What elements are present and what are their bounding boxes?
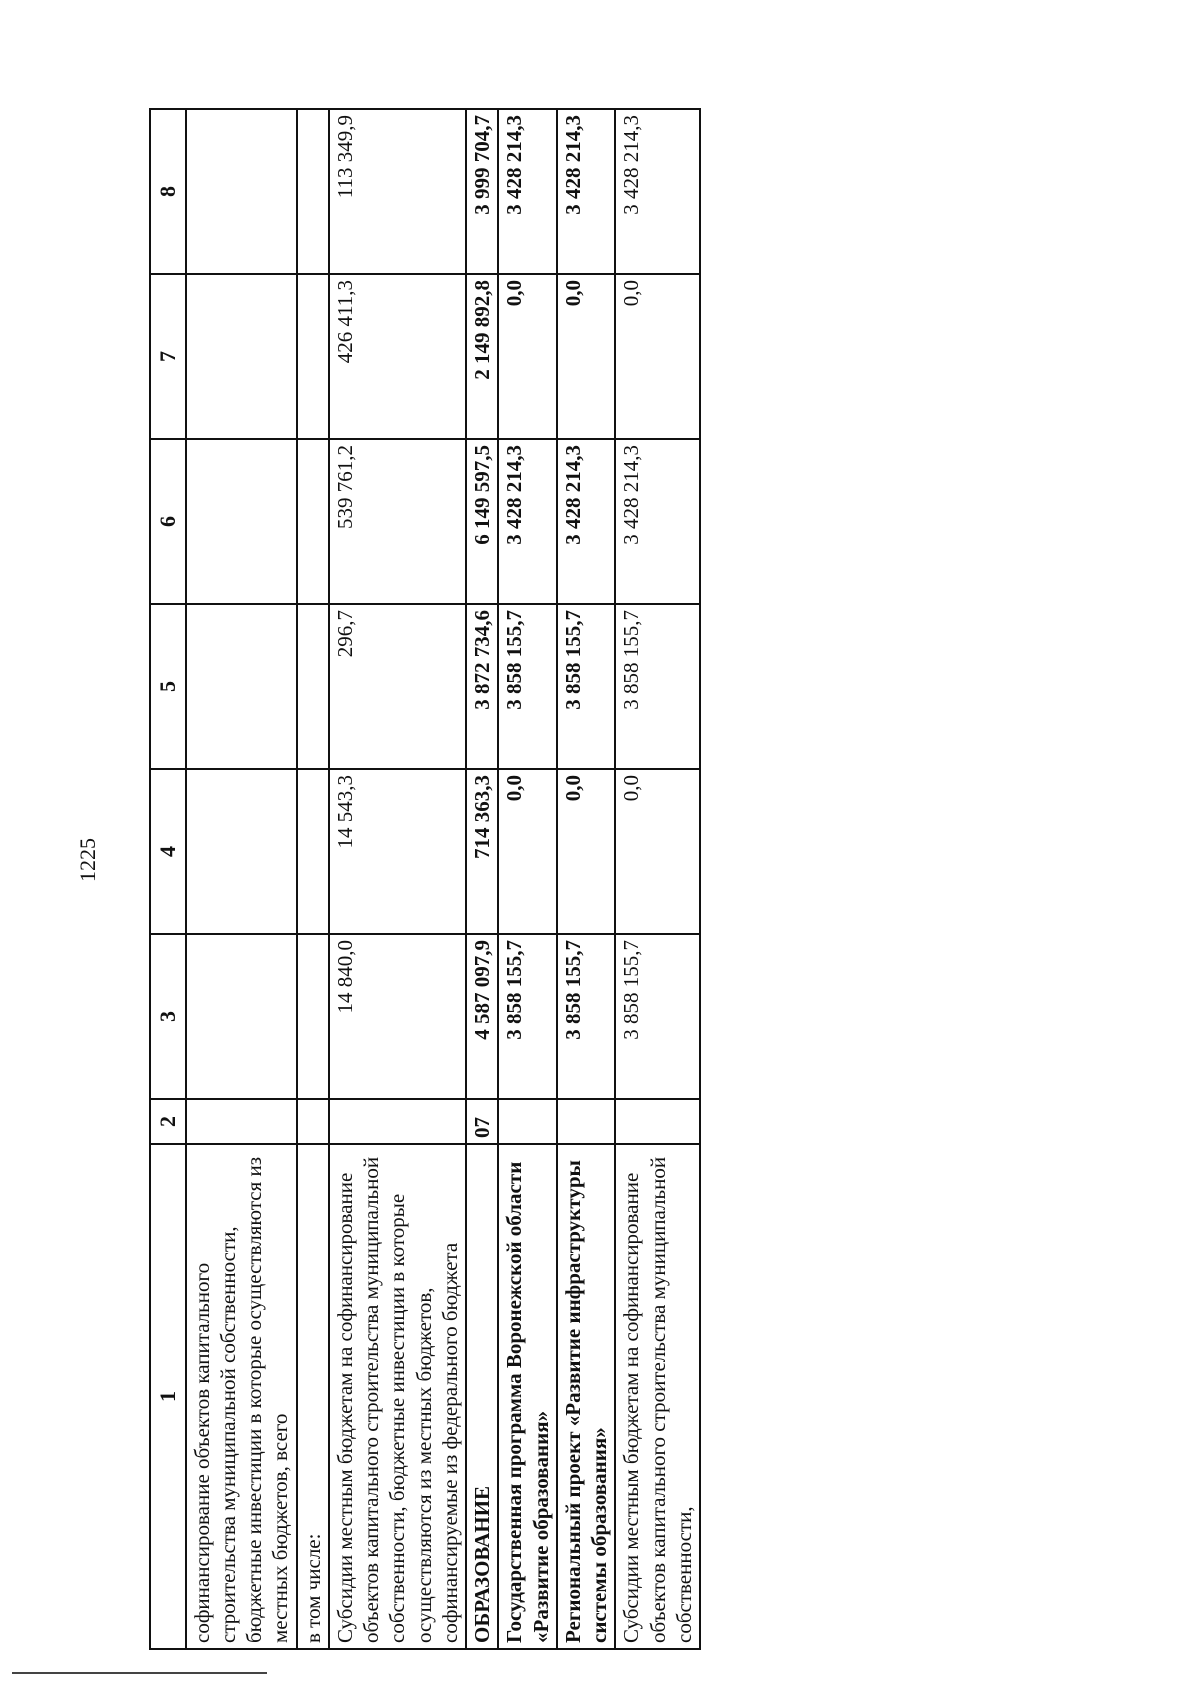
cell-value: 3 999 704,7 (466, 109, 498, 274)
cell-value (297, 934, 329, 1099)
cell-value: 3 858 155,7 (615, 934, 700, 1099)
row-name: в том числе: (297, 1144, 329, 1649)
column-header: 5 (150, 604, 186, 769)
cell-value (186, 439, 297, 604)
cell-value (297, 439, 329, 604)
table-row (297, 109, 329, 1649)
row-name: ОБРАЗОВАНИЕ (466, 1144, 498, 1649)
cell-value: 14 543,3 (329, 769, 466, 934)
cell-value: 3 858 155,7 (498, 604, 557, 769)
cell-value: 6 149 597,5 (466, 439, 498, 604)
cell-value: 3 858 155,7 (557, 604, 616, 769)
row-name: Субсидии местным бюджетам на софинансирование объектов капитального строительства муниципальной собственности, (615, 1144, 700, 1649)
column-header: 6 (150, 439, 186, 604)
row-code (329, 1099, 466, 1144)
table-row (557, 109, 616, 1649)
table-row (466, 109, 498, 1649)
cell-value: 0,0 (557, 274, 616, 439)
cell-value: 714 363,3 (466, 769, 498, 934)
row-code: 07 (466, 1099, 498, 1144)
cell-value (186, 274, 297, 439)
cell-value: 3 428 214,3 (557, 439, 616, 604)
cell-value: 426 411,3 (329, 274, 466, 439)
column-header: 8 (150, 109, 186, 274)
row-code (498, 1099, 557, 1144)
cell-value (297, 109, 329, 274)
cell-value: 2 149 892,8 (466, 274, 498, 439)
cell-value: 3 858 155,7 (557, 934, 616, 1099)
footer-rule (12, 1672, 267, 1674)
cell-value: 3 428 214,3 (557, 109, 616, 274)
cell-value: 0,0 (615, 769, 700, 934)
cell-value: 4 587 097,9 (466, 934, 498, 1099)
table-row (498, 109, 557, 1649)
cell-value (186, 109, 297, 274)
cell-value: 0,0 (557, 769, 616, 934)
cell-value (186, 769, 297, 934)
table-row (329, 109, 466, 1649)
row-name: Региональный проект «Развитие инфраструктуры системы образования» (557, 1144, 616, 1649)
page-number: 1225 (75, 838, 100, 882)
cell-value: 296,7 (329, 604, 466, 769)
column-header: 4 (150, 769, 186, 934)
cell-value: 3 858 155,7 (498, 934, 557, 1099)
cell-value: 14 840,0 (329, 934, 466, 1099)
cell-value: 113 349,9 (329, 109, 466, 274)
row-code (186, 1099, 297, 1144)
cell-value: 3 872 734,6 (466, 604, 498, 769)
cell-value: 0,0 (615, 274, 700, 439)
cell-value: 3 428 214,3 (615, 439, 700, 604)
cell-value (186, 604, 297, 769)
budget-table (149, 108, 701, 1650)
row-code (557, 1099, 616, 1144)
cell-value: 0,0 (498, 769, 557, 934)
column-header: 1 (150, 1144, 186, 1649)
cell-value: 0,0 (498, 274, 557, 439)
row-name: Государственная программа Воронежской области «Развитие образования» (498, 1144, 557, 1649)
cell-value (297, 604, 329, 769)
budget-table-container (149, 110, 1049, 1650)
header-row (150, 109, 186, 1649)
table-row (186, 109, 297, 1649)
cell-value: 3 858 155,7 (615, 604, 700, 769)
cell-value: 3 428 214,3 (615, 109, 700, 274)
cell-value: 539 761,2 (329, 439, 466, 604)
table-row (615, 109, 700, 1649)
row-name: софинансирование объектов капитального строительства муниципальной собственности, бюджетные инвестиции в которые осуществляются из местных бюджетов, всего (186, 1144, 297, 1649)
row-code (297, 1099, 329, 1144)
cell-value (186, 934, 297, 1099)
cell-value: 3 428 214,3 (498, 109, 557, 274)
column-header: 3 (150, 934, 186, 1099)
cell-value (297, 274, 329, 439)
column-header: 7 (150, 274, 186, 439)
row-name: Субсидии местным бюджетам на софинансирование объектов капитального строительства муниципальной собственности, бюджетные инвестиции в которые осуществляются из местных бюджетов, софинансируемые из федерального бюджета (329, 1144, 466, 1649)
row-code (615, 1099, 700, 1144)
cell-value (297, 769, 329, 934)
column-header: 2 (150, 1099, 186, 1144)
cell-value: 3 428 214,3 (498, 439, 557, 604)
